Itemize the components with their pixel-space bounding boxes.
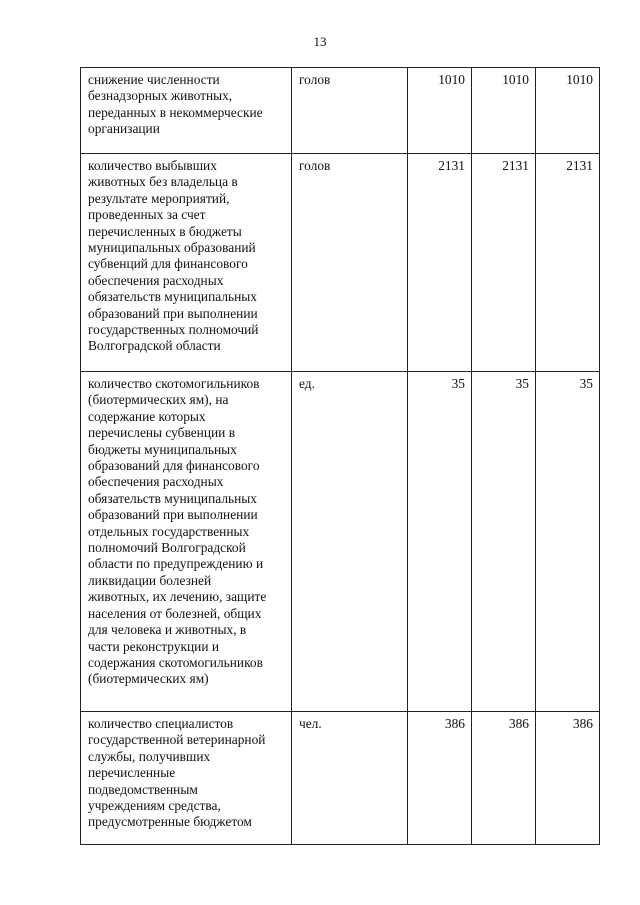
indicator-unit: голов — [292, 68, 408, 154]
indicator-value: 386 — [536, 712, 600, 845]
table-row — [81, 712, 600, 845]
indicator-unit: голов — [292, 154, 408, 372]
indicator-value: 35 — [408, 372, 472, 712]
indicator-value: 2131 — [472, 154, 536, 372]
indicator-value: 1010 — [472, 68, 536, 154]
table-row — [81, 68, 600, 154]
indicator-value: 35 — [536, 372, 600, 712]
indicator-value: 2131 — [408, 154, 472, 372]
indicator-unit: ед. — [292, 372, 408, 712]
page-number: 13 — [313, 34, 327, 49]
indicator-description: снижение численности безнадзорных животных, переданных в некоммерческие организации — [81, 68, 292, 154]
indicator-value: 2131 — [536, 154, 600, 372]
indicator-unit: чел. — [292, 712, 408, 845]
indicator-value: 1010 — [536, 68, 600, 154]
indicator-value: 386 — [408, 712, 472, 845]
indicator-value: 1010 — [408, 68, 472, 154]
indicator-value: 35 — [472, 372, 536, 712]
indicator-description: количество скотомогильников (биотермических ям), на содержание которых перечислены субвенции в бюджеты муниципальных образований для финансового обеспечения расходных обязательств муниципальных образований при выполнении отдельных государственных полномочий Волгоградской области по предупреждению и ликвидации болезней животных, их лечению, защите населения от болезней, общих для человека и животных, в части реконструкции и содержания скотомогильников (биотермических ям) — [81, 372, 292, 712]
table-row — [81, 154, 600, 372]
indicator-value: 386 — [472, 712, 536, 845]
indicator-description: количество специалистов государственной ветеринарной службы, получивших перечисленные подведомственным учреждениям средства, предусмотренные бюджетом — [81, 712, 292, 845]
table-row — [81, 372, 600, 712]
indicator-description: количество выбывших животных без владельца в результате мероприятий, проведенных за счет перечисленных в бюджеты муниципальных образований субвенций для финансового обеспечения расходных обязательств муниципальных образований при выполнении государственных полномочий Волгоградской области — [81, 154, 292, 372]
indicators-table — [80, 67, 600, 845]
